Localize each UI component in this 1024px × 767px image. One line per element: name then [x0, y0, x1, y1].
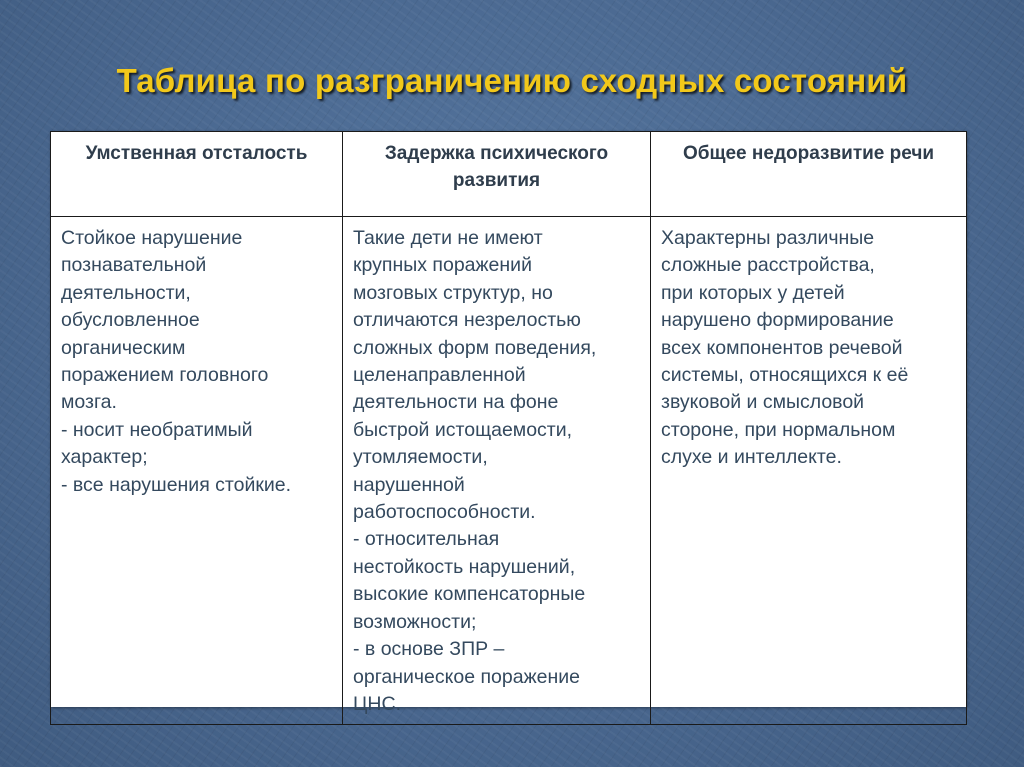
cell-mental-retardation: [51, 217, 343, 725]
cell-line: стороне, при нормальном: [661, 418, 896, 441]
cell-speech-underdevelopment: [651, 217, 967, 725]
cell-line: отличаются незрелостью: [353, 309, 581, 332]
cell-line: поражением головного: [61, 364, 269, 387]
cell-line: крупных поражений: [353, 254, 532, 277]
cell-line: Стойкое нарушение: [61, 227, 243, 249]
cell-line: сложных форм поведения,: [353, 336, 597, 359]
cell-line: деятельности на фоне: [353, 391, 559, 414]
comparison-table-grid: [50, 131, 967, 725]
cell-line: при которых у детей: [661, 281, 845, 304]
table-header-row: [51, 132, 967, 217]
cell-line: - относительная: [353, 528, 500, 551]
cell-line: слухе и интеллекте.: [661, 446, 842, 469]
cell-line: органическое поражение: [353, 665, 580, 688]
cell-line: органическим: [61, 336, 186, 359]
cell-line: быстрой истощаемости,: [353, 418, 573, 441]
cell-line: всех компонентов речевой: [661, 336, 903, 359]
header-mental-retardation: Умственная отсталость: [51, 132, 343, 217]
cell-line: обусловленное: [61, 309, 200, 332]
header-speech-underdevelopment: Общее недоразвитие речи: [651, 132, 967, 217]
cell-line: характер;: [61, 446, 148, 469]
cell-line: Характерны различные: [661, 227, 875, 249]
cell-line: - все нарушения стойкие.: [61, 473, 292, 496]
cell-line: познавательной: [61, 254, 207, 277]
cell-developmental-delay: [343, 217, 651, 725]
cell-line: утомляемости,: [353, 446, 488, 469]
cell-line: деятельности,: [61, 281, 191, 304]
cell-line: целенаправленной: [353, 364, 526, 387]
cell-line: работоспособности.: [353, 501, 536, 524]
cell-line: звуковой и смысловой: [661, 391, 865, 414]
cell-line: мозговых структур, но: [353, 281, 553, 304]
cell-line: системы, относящихся к её: [661, 364, 909, 387]
cell-line: высокие компенсаторные: [353, 583, 586, 606]
cell-line: - носит необратимый: [61, 418, 253, 441]
slide-title: Таблица по разграничению сходных состояний: [116, 62, 908, 99]
cell-line: нарушенной: [353, 473, 465, 496]
cell-line: Такие дети не имеют: [353, 227, 543, 249]
cell-line: возможности;: [353, 610, 477, 633]
cell-line: нестойкость нарушений,: [353, 555, 576, 578]
header-developmental-delay: Задержка психического развития: [343, 132, 651, 217]
cell-line: - в основе ЗПР –: [353, 638, 505, 661]
cell-line: нарушено формирование: [661, 309, 894, 332]
cell-line: сложные расстройства,: [661, 254, 875, 277]
table-row: [51, 217, 967, 725]
comparison-table: [50, 131, 966, 715]
cell-line: ЦНС.: [353, 692, 402, 715]
cell-line: мозга.: [61, 391, 117, 414]
